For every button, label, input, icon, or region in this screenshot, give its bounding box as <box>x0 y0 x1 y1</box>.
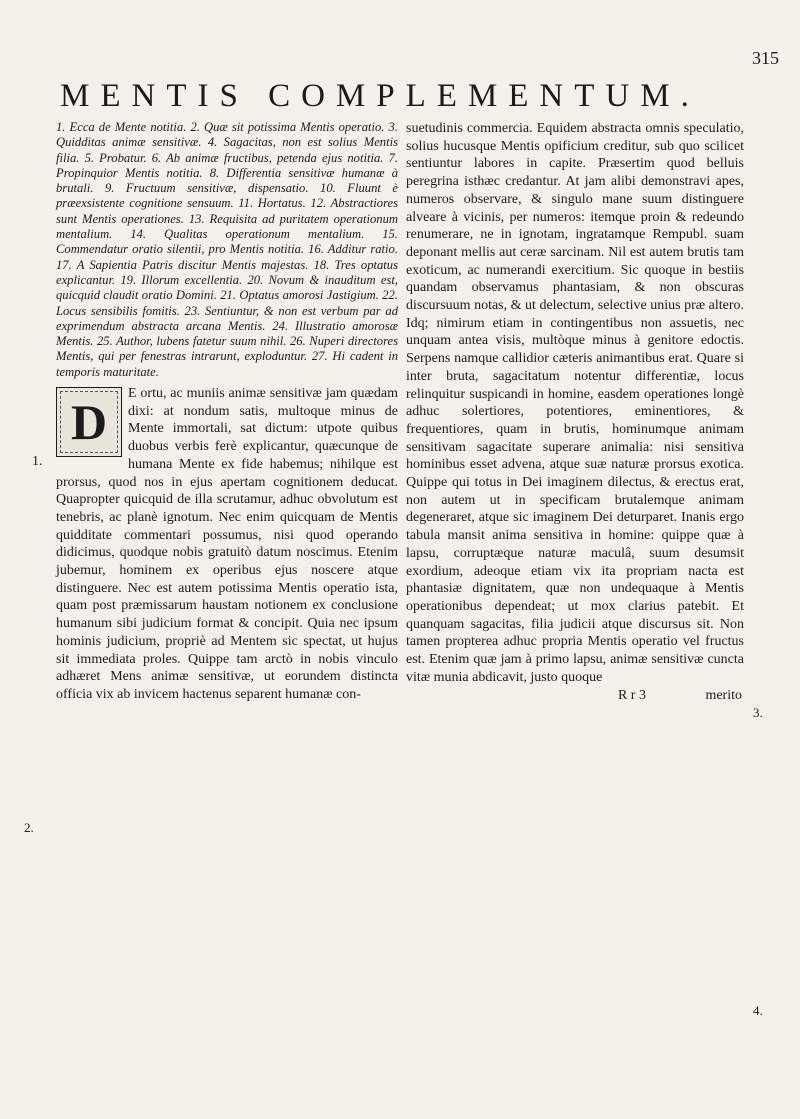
signature-mark: R r 3 <box>617 687 646 703</box>
margin-number-4: 4. <box>753 1003 763 1018</box>
section-number: 1. <box>32 454 43 469</box>
page-footer <box>406 687 744 705</box>
chapter-summary: 1. Ecca de Mente notitia. 2. Quæ sit potissima Mentis operatio. 3. Quidditas animæ sensitivæ. 4. Sagacitas, non est solius Mentis filia. 5. Probatur. 6. Ab animæ fructibus, petenda ejus notitia. 7. Propinquior Mentis notitia. 8. Differentia sensitivæ humanæ à brutali. 9. Fructuum sensitivæ, dispensatio. 10. Fluunt è præexsistente cognitione sensuum. 11. Hortatus. 12. Abstractiores sunt Mentis operationes. 13. Requisita ad puritatem operationum mentalium. 14. Qualitas operationum mentalium. 15. Commendatur oratio silentii, pro Mentis notitia. 16. Additur ratio. 17. A Sapientia Patris discitur Mentis majestas. 18. Tres optatus explicantur. 19. Illorum excellentia. 20. Novum & inauditum est, quicquid claudit oratio Domini. 21. Optatus amorosi Jastigium. 22. Locus sensibilis fomitis. 23. Sentiuntur, & non est verbum par ad exprimendum abstracta arcana Mentis. 24. Illustratio amorosæ Mentis. 25. Author, lubens fatetur suum nihil. 26. Nuperi directores Mentis, qui per fenestras intrarunt, exploduntur. 27. Hi cadent in temporis maturitate. <box>56 120 398 379</box>
body-text-right: suetudinis commercia. Equidem abstracta omnis speculatio, solius hucusque Mentis opificium creditur, sub quo scilicet sentiuntur labores in capite. Præsertim quod belluis peregrina isthæc credantur. At jam alibi demonstravi apes, numeros observare, & singulo mane suum distinguere alveare à vicinis, per numeros: itemque proin & redeundo renumerare, ne in ignotam, ingratamque Rempubl. suam deponant mellis aut ceræ sarcinam. Nil est autem brutis tam exoticum, ac numerandi exercitium. Sic quoque in bestiis quandam observamus phantasiam, & non obscuras discursuum notas, & ut delectum, selective unius præ altero. Idq; nimirum etiam in contingentibus non assuetis, nec unquam antea visis, multòque minus à genitore edoctis. Serpens namque callidior cæteris animantibus erat. Quare si inter bruta, sagacitatum notentur differentiæ, locus relinquitur suspicandi in homine, easdem operationes longè adhuc solertiores, potentiores, eminentiores, & frequentiores, quam in brutis, hominumque animam sensitivam sagacitate superare animalia: nisi sensitiva hominibus esset advena, atque suæ naturæ prorsus exotica. Quippe qui totus in Dei imaginem dilectus, & erectus erat, non autem ut in specificam brutalemque animam degeneraret, atque sic imaginem Dei deturparet. Inanis ergo tabula mansit anima sensitiva in homine: quippe quæ à lapsu, corruptæque naturæ maculâ, suum desumsit exordium, adeoque etiam vix ita propriam nacta est phantasiæ dignitatem, quæ non undequaque à Mentis operationibus dependeat; ut mox clarius patebit. Et quanquam sagacitas, filia judicii atque discursus sit. Non tamen propterea adhuc propria Mentis operatio vel fructus est. Etenim quæ jam à primo lapsu, animæ sensitivæ cuncta vitæ munia abdicavit, justo quoque <box>406 121 744 685</box>
margin-number-3: 3. <box>753 705 763 720</box>
body-text-left: E ortu, ac muniis animæ sensitivæ jam quædam dixi: at nondum satis, multoque minus de Mente immortali, sat dictum: utpote quibus duobus verbis ferè explicantur, quæcunque de humana Mente ex fide habemus; nihilque est prorsus, quod nos in ejus apertam cognitionem deducat. Quapropter quicquid de illa scrutamur, adhuc obvolutum est tenebris, ac planè ignotum. Nec enim quicquam de Mentis quidditate commentari possumus, nisi quod operando didicimus, quodque nobis gratuitò datum noscimus. Etenim jubemur, hominem ex operibus ejus noscere atque distinguere. Nec est autem potissima Mentis operatio ista, quam post præmissarum haustam notionem ex conclusione humanum sibi judicium format & concipit. Quia nec ipsum hominis judicium, propriè ad Mentem sic spectat, ut hujus sit immediata proles. Quippe tam arctò in nobis vinculo adhæret Mens animæ sensitivæ, ut eorundem distincta officia vix ab invicem hactenus separent humanæ con- <box>56 386 398 702</box>
margin-number-2: 2. <box>24 820 34 835</box>
right-column <box>406 120 744 704</box>
catchword: merito <box>705 687 742 703</box>
initial-letter: D <box>70 394 108 451</box>
left-column <box>56 120 398 704</box>
page-number: 315 <box>752 48 779 68</box>
running-head: MENTIS COMPLEMENTUM. <box>60 78 700 114</box>
decorated-initial <box>56 387 122 457</box>
